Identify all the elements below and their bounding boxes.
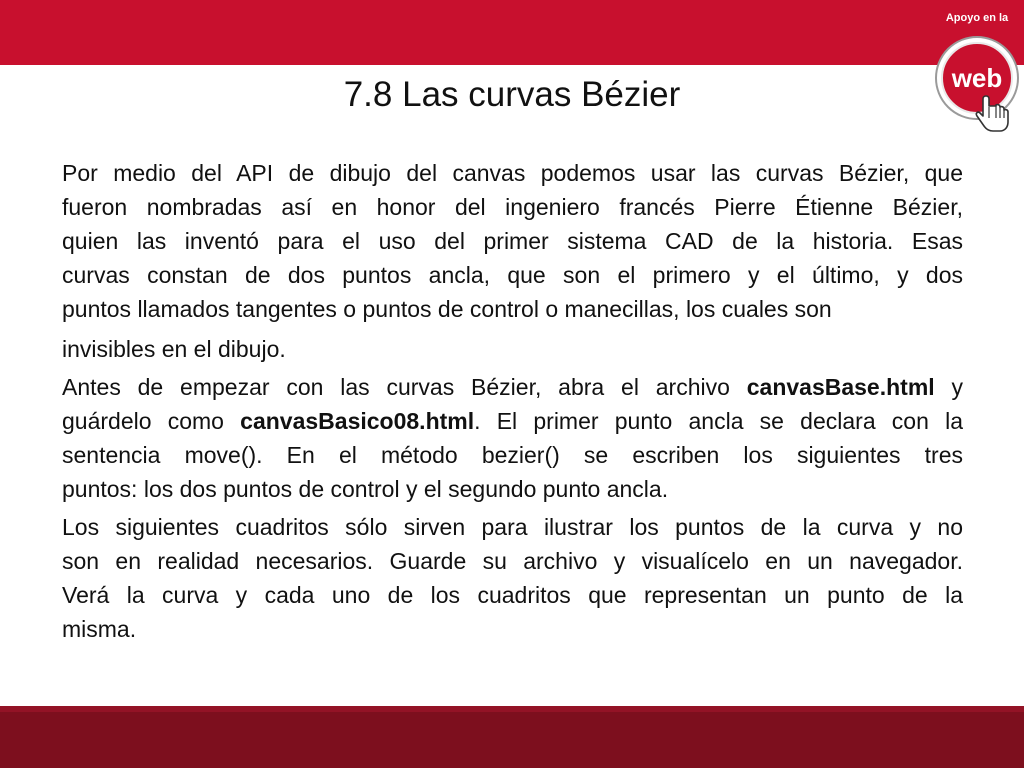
paragraph-line: Verá la curva y cada uno de los cuadritos que representan un punto de la [62,582,963,608]
text-run: guárdelo como [62,408,241,434]
text-run: . El primer punto ancla se declara con la [474,408,963,434]
paragraph-cuadritos [62,510,963,646]
logo-caption: Apoyo en la [945,12,1009,24]
apoyo-en-la-web-logo [928,8,1024,138]
paragraph-line: Por medio del API de dibujo del canvas podemos usar las curvas Bézier, que [62,160,963,186]
text-run: Antes de empezar con las curvas Bézier, abra el archivo [62,374,747,400]
paragraph-archivo [62,370,963,506]
top-header-band [0,0,1024,65]
paragraph-line [62,404,963,438]
text-run: y [934,374,963,400]
slide-body [62,156,963,646]
paragraph-line: sentencia move(). En el método bezier() se escriben los siguientes tres [62,442,963,468]
bottom-footer-band [0,706,1024,768]
paragraph-invisibles [62,332,963,366]
paragraph-line [62,370,963,404]
paragraph-line: curvas constan de dos puntos ancla, que son el primero y el último, y dos [62,262,963,288]
slide-title: 7.8 Las curvas Bézier [343,75,681,114]
paragraph-line: misma. [62,616,137,642]
filename-canvasbase: canvasBase.html [746,374,935,400]
paragraph-line: invisibles en el dibujo. [62,336,286,362]
paragraph-bezier-intro [62,156,963,326]
paragraph-line: puntos: los dos puntos de control y el segundo punto ancla. [62,476,669,502]
paragraph-line: puntos llamados tangentes o puntos de control o manecillas, los cuales son [62,296,832,322]
paragraph-line: fueron nombradas así en honor del ingeniero francés Pierre Étienne Bézier, [62,194,963,220]
logo-word: web [951,63,1003,93]
paragraph-line: son en realidad necesarios. Guarde su archivo y visualícelo en un navegador. [62,548,963,574]
paragraph-line: quien las inventó para el uso del primer sistema CAD de la historia. Esas [62,228,963,254]
paragraph-line: Los siguientes cuadritos sólo sirven para ilustrar los puntos de la curva y no [62,514,963,540]
filename-canvasbasico08: canvasBasico08.html [240,408,475,434]
